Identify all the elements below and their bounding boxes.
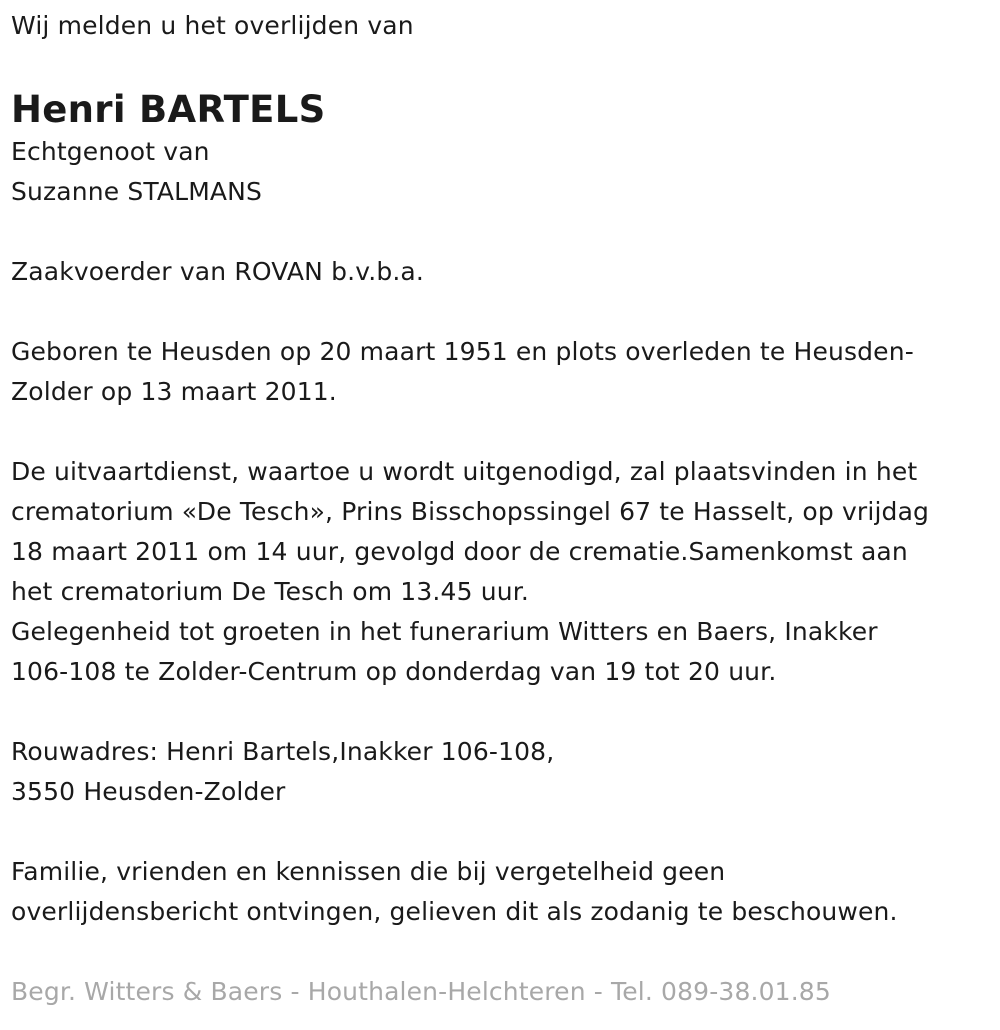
address-line: Rouwadres: Henri Bartels,Inakker 106-108, bbox=[11, 737, 555, 766]
notice-block bbox=[11, 852, 986, 932]
occupation-block bbox=[11, 252, 986, 292]
intro-text: Wij melden u het overlijden van bbox=[11, 11, 414, 40]
service-line: het crematorium De Tesch om 13.45 uur. bbox=[11, 577, 529, 606]
service-line: 106-108 te Zolder-Centrum op donderdag van 19 tot 20 uur. bbox=[11, 657, 777, 686]
deceased-name: Henri BARTELS bbox=[11, 88, 326, 131]
deceased-block bbox=[11, 88, 986, 212]
address-block bbox=[11, 732, 986, 812]
service-line: 18 maart 2011 om 14 uur, gevolgd door de crematie.Samenkomst aan bbox=[11, 537, 908, 566]
address-line: 3550 Heusden-Zolder bbox=[11, 777, 286, 806]
occupation-text: Zaakvoerder van ROVAN b.v.b.a. bbox=[11, 257, 424, 286]
spouse-label: Echtgenoot van bbox=[11, 137, 210, 166]
spouse-name: Suzanne STALMANS bbox=[11, 177, 263, 206]
birth-death-line: Geboren te Heusden op 20 maart 1951 en plots overleden te Heusden- bbox=[11, 337, 914, 366]
funeral-director-footer: Begr. Witters & Baers - Houthalen-Helchteren - Tel. 089-38.01.85 bbox=[11, 977, 831, 1006]
birth-death-block bbox=[11, 332, 986, 412]
service-line: De uitvaartdienst, waartoe u wordt uitgenodigd, zal plaatsvinden in het bbox=[11, 457, 918, 486]
obituary-notice bbox=[11, 6, 986, 1012]
service-line: crematorium «De Tesch», Prins Bisschopssingel 67 te Hasselt, op vrijdag bbox=[11, 497, 930, 526]
service-block bbox=[11, 452, 986, 692]
service-line: Gelegenheid tot groeten in het funerarium Witters en Baers, Inakker bbox=[11, 617, 878, 646]
birth-death-line: Zolder op 13 maart 2011. bbox=[11, 377, 337, 406]
notice-line: overlijdensbericht ontvingen, gelieven dit als zodanig te beschouwen. bbox=[11, 897, 898, 926]
notice-line: Familie, vrienden en kennissen die bij vergetelheid geen bbox=[11, 857, 726, 886]
